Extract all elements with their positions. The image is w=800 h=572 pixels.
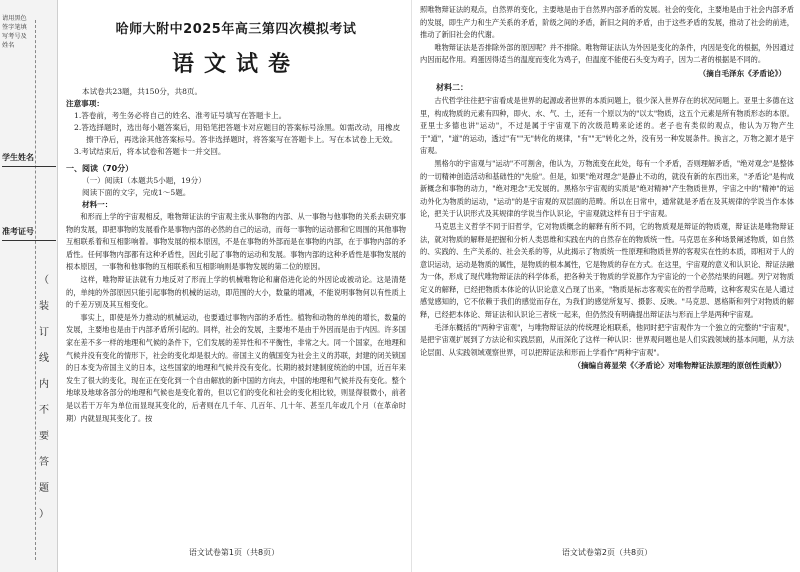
binding-cutline (38, 268, 50, 528)
section-heading: 一、阅读（70分） (66, 164, 134, 173)
cutline-char: 不 (39, 405, 49, 416)
notice-item: 2.答选择题时，选出每小题答案后，用铅笔把答题卡对应题目的答案标号涂黑。如需改动，用橡皮擦干净后，再选涂其他答案标号。答非选择题时，将答案写在答题卡上。写在本试卷上无效。 (74, 123, 401, 144)
page-divider (411, 0, 412, 572)
student-name-field[interactable]: 学生姓名 (2, 153, 34, 162)
page-two (414, 0, 800, 572)
cutline-char: 要 (39, 431, 49, 442)
cutline-char: 题 (39, 483, 49, 494)
exam-title: 哈师大附中2025年高三第四次模拟考试 (115, 22, 357, 37)
passage-paragraph: 毛泽东概括的"两种宇宙观"，与唯物辩证法的传统理论相联系，他同时把宇宙观作为一个独立的完整的"宇宙观"，是把宇宙观扩展到了方法论和实践层面，从而深化了这样一种认识：世界观问题也是人们实践领域的基本问题，从方法论层面、从实践领域观察世界，可以把辩证法和形而上学看作"两种宇宙观"。 (420, 322, 794, 357)
cut-dashed-line (35, 20, 36, 560)
passage-paragraph: 这样，唯物辩证法就有力地反对了形而上学的机械唯物论和庸俗进化论的外因论或被动论。这是清楚的，单纯的外部原因只能引起事物的机械的运动，即范围的大小，数量的增减，不能说明事物何以有性质上的千差万别及其互相变化。 (66, 274, 406, 310)
passage-paragraph: 古代哲学往往把宇宙看成是世界的起源或者世界的本质问题上，很少深入世界存在的状况问题上。亚里士多德在这里，构成物质的元素有四种，即火、水、气、土，还有一个原以为的"以太"物质，这五个元素是所有物质形态的本原。亚里士多德也讲"运动"，不过是属于宇宙观下的次级范畴来论述的。老子也有类似的观点，他认为万物产生于"道"，"道"的运动，透过"有""无"转化的规律，"有""无"转化之外，没有另一种发展条件。换言之，万物之源才是宇宙观。 (420, 95, 794, 156)
cutline-char: 内 (39, 379, 49, 390)
cutline-char: 答 (39, 457, 49, 468)
cutline-char: 订 (39, 327, 49, 338)
page-one (58, 0, 410, 572)
passage-paragraph: 唯物辩证法是否排除外部的原因呢？并不排除。唯物辩证法认为外因是变化的条件，内因是变化的根据，外因通过内因而起作用。鸡蛋因得适当的温度而变化为鸡子，但温度不能使石头变为鸡子，因为二者的根据是不同的。 (420, 42, 794, 65)
exam-number-field[interactable]: 准考证号 (2, 227, 34, 236)
page-footer: 语文试卷第1页（共8页） (188, 548, 280, 557)
source-citation: （摘自毛泽东《矛盾论》） (698, 68, 786, 78)
notice-title: 注意事项： (66, 99, 104, 108)
cutline-char: 装 (39, 301, 49, 312)
page-footer: 语文试卷第2页（共8页） (561, 548, 653, 557)
exam-intro: 本试卷共23题，共150分，共8页。 (82, 87, 203, 96)
material-two-label: 材料二： (436, 82, 468, 92)
passage-paragraph: 黑格尔的宇宙观与"运动"不可割舍，他认为，万物流变在此处，每有一个矛盾，否则理解矛盾，"绝对观念"是整体的一切精神创造活动和基础性的"先验"。但是，如果"绝对理念"是静止不动的，就没有新的东西出来，"矛盾论"是构成新概念和事物的动力，"绝对理念"无发展的。黑格尔宇宙观的实质是"绝对精神"产生物质世界，宇宙之中的"精神"的运动外化为物质的运动，"运动"的是宇宙观的双层面的范畴。所以在日常中，通常就是矛盾在及其规律的学说当作本体论，把关于认识形式及其规律的学说当作认识论，宇宙观就这样有日于宇宙观。 (420, 158, 794, 219)
cutline-char: 线 (39, 353, 49, 364)
binding-notice: 请用黑色签字笔填写考号及姓名 (2, 15, 27, 49)
source-citation: （摘编自蒋显荣《〈矛盾论〉对唯物辩证法原理的原创性贡献》） (573, 361, 786, 371)
cutline-char: （ (39, 275, 49, 286)
notice-item: 1.答卷前，考生务必将自己的姓名、准考证号填写在答题卡上。 (74, 111, 287, 120)
subsection-heading: （一）阅读Ⅰ（本题共5小题，19分） (82, 176, 206, 185)
material-one-label: 材料一： (82, 200, 113, 209)
binding-strip (0, 0, 58, 572)
paper-title: 语文试卷 (171, 52, 300, 77)
passage-paragraph: 马克思主义哲学不同于旧哲学，它对物质概念的解释有所不同，它的物质观是辩证的物质观，辩证法是唯物辩证法，就对物质的解释是把握和分析人类思维和实践在内的自然存在的物质统一性。马克思在多种场景阐述物质，如自然的、实践的、生产关系的、社会关系的等，从此揭示了物质统一性原理和物质世界的客观实在性的本质，即相对于人的意识运动，运动是物质的属性，是物质的根本属性，它是物质的存在方式。在这里，宇宙观的意义和认识论、辩证法融为一体，形成了现代唯物辩证法的科学体系，把各种关于物质的学说都作为宇宙论的一个必然结果的问题。列宁对物质定义的解释，已经把物质本体论的认识论意义凸现了出来，"物质是标志客观实在的哲学范畴，这种客观实在是人通过感觉感知的，它不依赖于我们的感觉而存在，为我们的感觉所复写、摄影、反映。"马克思、恩格斯和列宁对物质的解释，已经把本体论、辩证法和认识论三者统一起来，但仍然没有明确提出辩证法与形而上学是两种宇宙观。 (420, 221, 794, 320)
notice-item: 3.考试结束后，将本试卷和答题卡一并交回。 (74, 147, 226, 156)
reading-instruction: 阅读下面的文字，完成1～5题。 (82, 188, 191, 197)
passage-paragraph: 事实上，即使是外力推动的机械运动，也要通过事物内部的矛盾性。植物和动物的单纯的增长，数量的发展，主要地也是由于内部矛盾所引起的。同样，社会的发展，主要地不是由于外因而是由于内因。许多国家在差不多一样的地理和气候的条件下，它们发展的差异性和不平衡性，非常之大。同一个国家，在地理和气候并没有变化的情形下，社会的变化却是很大的。帝国主义的俄国变为社会主义的苏联，封建的闭关锁国的日本变为帝国主义的日本，这些国家的地理和气候并没有变化。长期的被封建制度统治的中国，近百年来发生了很大的变化，现在正在变化到一个自由解放的新中国的方向去，中国的地理和气候并没有变化。整个地球及地球各部分的地理和气候也是变化着的，但以它们的变化和社会的变化相比较，则显得很微小，前者是以若干万年为单位而显现其变化的，后者则在几千年、几百年、几十年、甚至几年或几个月（在革命时期）内就显现其变化了。按 (66, 312, 406, 423)
cutline-char: ） (39, 509, 49, 520)
passage-paragraph: 照唯物辩证法的观点，自然界的变化，主要地是由于自然界内部矛盾的发展。社会的变化，主要地是由于社会内部矛盾的发展，即生产力和生产关系的矛盾，阶级之间的矛盾，新旧之间的矛盾，由于这些矛盾的发展，推动了社会的前进，推动了新旧社会的代谢。 (420, 5, 794, 40)
passage-paragraph: 和形而上学的宇宙观相反，唯物辩证法的宇宙观主张从事物的内部、从一事物与他事物的关系去研究事物的发展，即把事物的发展看作是事物内部的必然的自己的运动，而每一事物的运动都和它周围的其他事物互相联系着和互相影响着。事物发展的根本原因，不是在事物的外部而是在事物的内部，在于事物内部的矛盾性。任何事物内部都有这种矛盾性，因此引起了事物的运动和发展。事物内部的这种矛盾性是事物发展的根本原因，一事物和他事物的互相联系和互相影响则是事物发展的第二位的原因。 (66, 212, 406, 272)
